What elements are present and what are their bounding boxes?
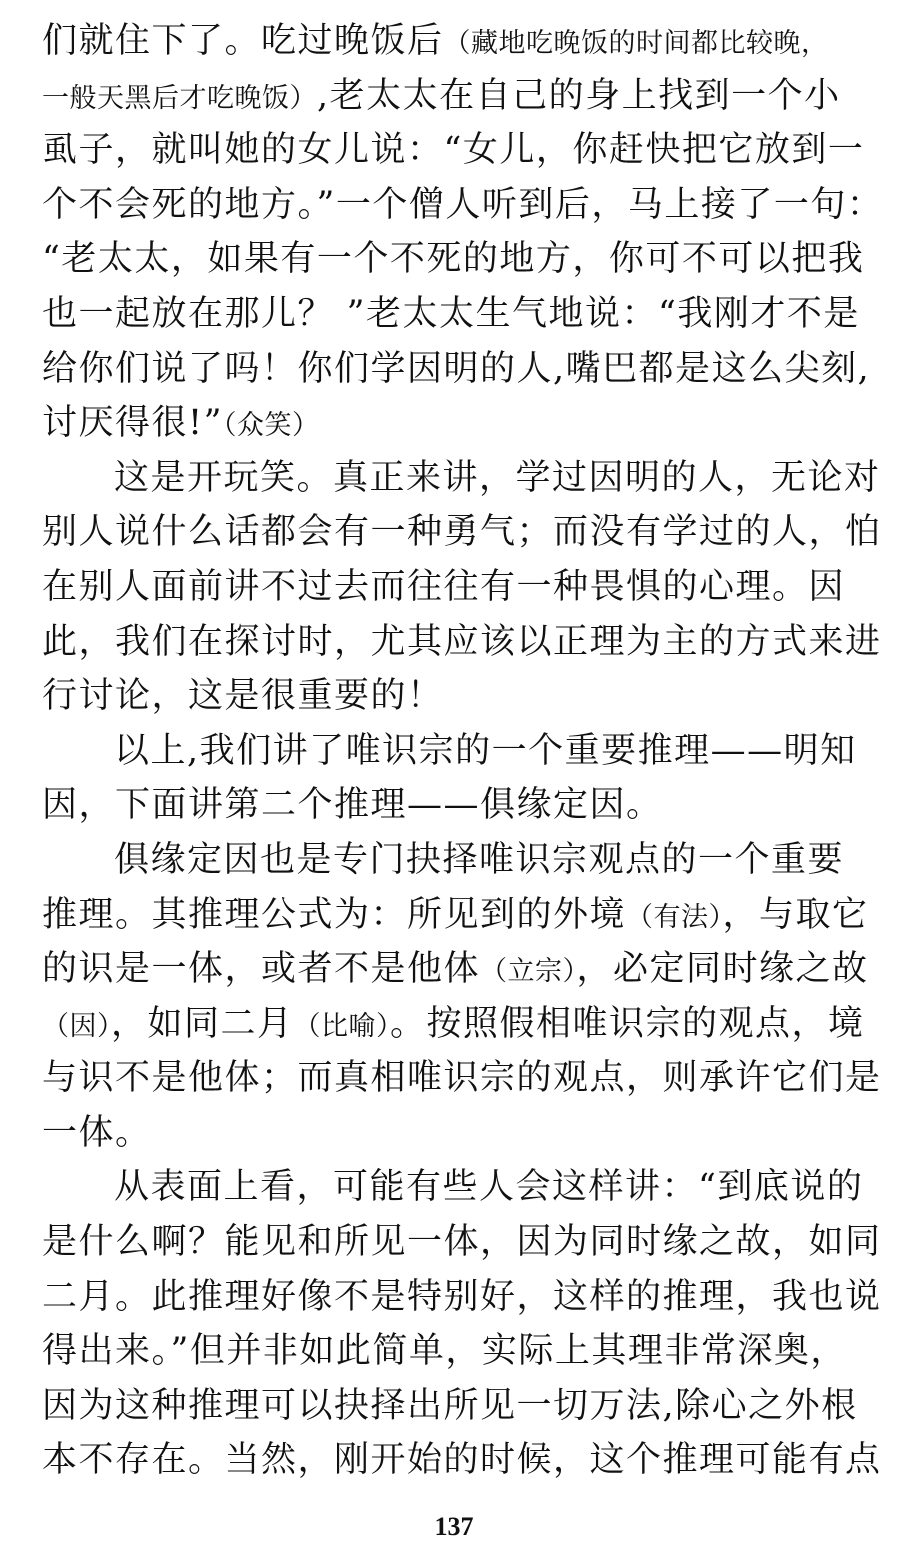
text-line: [42, 942, 888, 997]
inline-note: （因）: [42, 1010, 111, 1042]
text-line: [42, 1160, 888, 1215]
text-run: 以上,我们讲了唯识宗的一个重要推理——明知: [114, 730, 857, 771]
text-line: [42, 451, 888, 506]
text-line: [42, 1324, 888, 1379]
text-run: 推理。其推理公式为：所见到的外境: [42, 894, 627, 935]
page-body: [42, 14, 888, 1488]
text-run: 一体。: [42, 1112, 152, 1153]
text-line: [42, 342, 888, 397]
text-line: [42, 724, 888, 779]
text-run: 这是开玩笑。真正来讲，学过因明的人，无论对: [114, 457, 881, 498]
text-run: 别人说什么话都会有一种勇气；而没有学过的人，怕: [42, 512, 882, 553]
text-line: [42, 833, 888, 888]
text-run: 在别人面前讲不过去而往往有一种畏惧的心理。因: [42, 566, 846, 607]
page-number: 137: [434, 1512, 474, 1541]
paragraph: [42, 833, 888, 1161]
text-line: [42, 1051, 888, 1106]
text-line: [42, 669, 888, 724]
text-line: [42, 396, 888, 451]
text-run: ,老太太在自己的身上找到一个小: [317, 75, 841, 116]
text-run: 从表面上看，可能有些人会这样讲：“到底说的: [114, 1167, 864, 1208]
text-run: 给你们说了吗！你们学因明的人,嘴巴都是这么尖刻,: [42, 348, 871, 389]
text-run: 是什么啊？能见和所见一体，因为同时缘之故，如同: [42, 1222, 882, 1263]
text-line: [42, 232, 888, 287]
text-line: [42, 1433, 888, 1488]
paragraph: [42, 724, 888, 833]
inline-note: （比喻）: [293, 1010, 391, 1042]
text-line: [42, 123, 888, 178]
text-line: [42, 615, 888, 670]
paragraph: [42, 14, 888, 451]
text-line: [42, 69, 888, 124]
text-run: 。按照假相唯识宗的观点，境: [390, 1003, 865, 1044]
text-line: [42, 505, 888, 560]
inline-note: 一般天黑后才吃晚饭）: [42, 82, 317, 114]
text-run: 个不会死的地方。”一个僧人听到后，马上接了一句：: [42, 184, 884, 225]
text-run: 虱子，就叫她的女儿说：“女儿，你赶快把它放到一: [42, 130, 865, 171]
text-run: 因，下面讲第二个推理——俱缘定因。: [42, 785, 663, 826]
paragraph: [42, 1160, 888, 1488]
text-line: [42, 560, 888, 615]
text-run: 本不存在。当然，刚开始的时候，这个推理可能有点: [42, 1440, 882, 1481]
text-run: 俱缘定因也是专门抉择唯识宗观点的一个重要: [114, 839, 845, 880]
text-run: ，如同二月: [111, 1003, 294, 1044]
text-run: 与识不是他体；而真相唯识宗的观点，则承许它们是: [42, 1058, 882, 1099]
inline-note: （有法）: [626, 901, 723, 933]
text-line: [42, 1270, 888, 1325]
text-line: [42, 14, 888, 69]
text-line: [42, 178, 888, 233]
text-run: 的识是一体，或者不是他体: [42, 949, 481, 990]
text-run: 得出来。”但并非如此简单，实际上其理非常深奥，: [42, 1331, 847, 1372]
text-run: 因为这种推理可以抉择出所见一切万法,除心之外根: [42, 1385, 858, 1426]
text-line: [42, 997, 888, 1052]
text-line: [42, 778, 888, 833]
text-run: 此，我们在探讨时，尤其应该以正理为主的方式来进: [42, 621, 882, 662]
paragraph: [42, 451, 888, 724]
text-run: 们就住下了。吃过晚饭后: [42, 21, 444, 61]
text-line: [42, 1106, 888, 1161]
text-run: 讨厌得很!”: [42, 403, 223, 444]
inline-note: （立宗）: [480, 956, 577, 988]
text-run: 行讨论，这是很重要的！: [42, 676, 444, 717]
text-run: 也一起放在那儿？ ”老太太生气地说：“我刚才不是: [42, 293, 860, 334]
text-run: 二月。此推理好像不是特别好，这样的推理，我也说: [42, 1276, 882, 1317]
text-line: [42, 888, 888, 943]
text-run: ，必定同时缘之故: [576, 949, 869, 990]
text-line: [42, 1379, 888, 1434]
inline-note: （藏地吃晚饭的时间都比较晚，: [443, 28, 829, 59]
text-line: [42, 287, 888, 342]
text-run: ，与取它: [722, 894, 869, 935]
text-line: [42, 1215, 888, 1270]
text-run: “老太太，如果有一个不死的地方，你可不可以把我: [42, 239, 865, 280]
inline-note: （众笑）: [222, 410, 320, 442]
